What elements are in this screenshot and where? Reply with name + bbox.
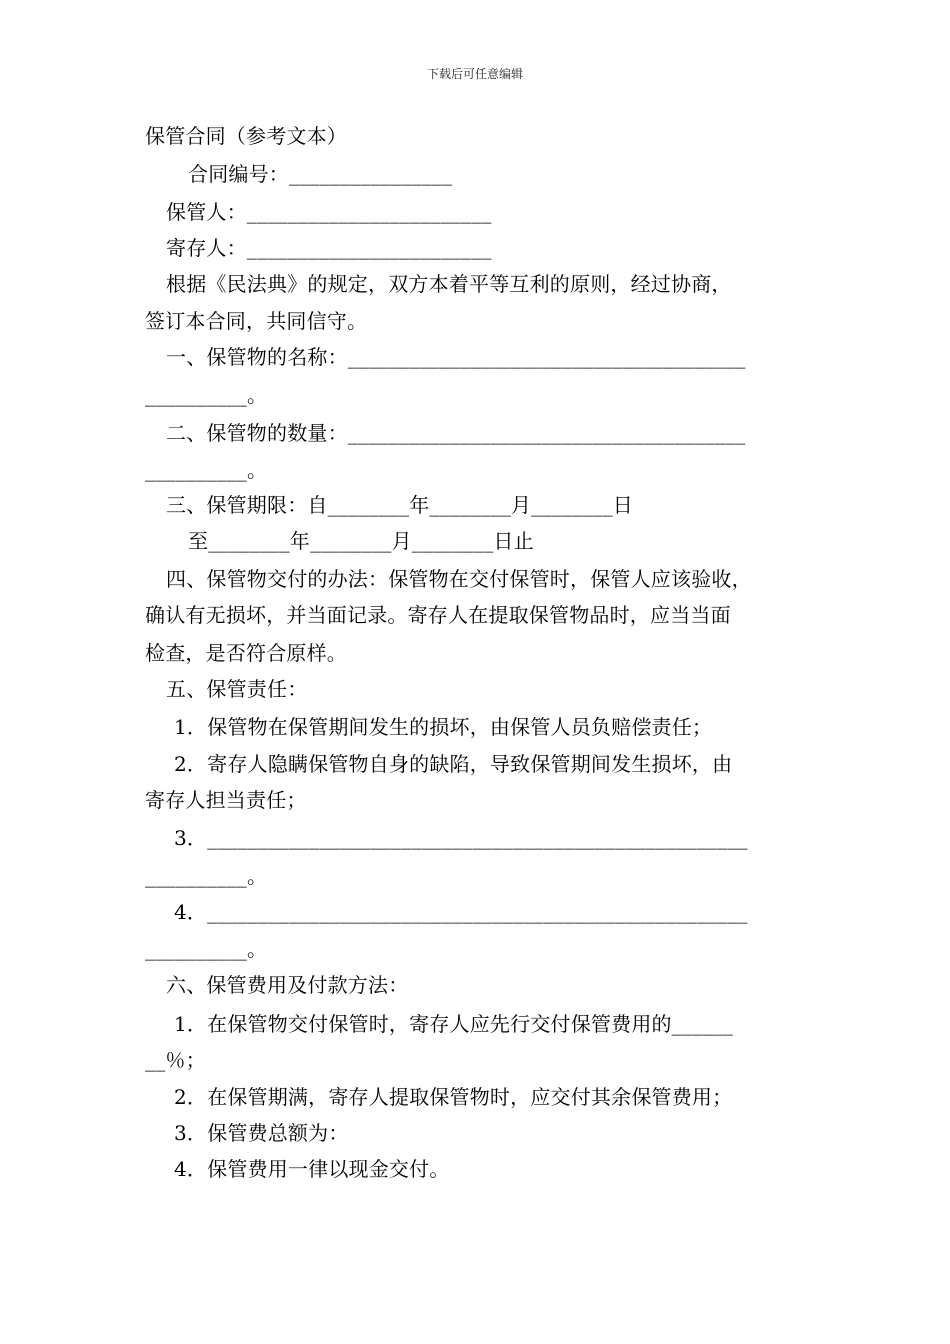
clause-2-quantity: 二、保管物的数量：_______________________________________ — [166, 421, 746, 445]
contract-number-line: 合同编号：________________ — [188, 162, 453, 186]
custodian-line: 保管人：________________________ — [166, 200, 492, 224]
clause-3-period-to: 至________年________月________日止 — [188, 529, 534, 553]
clause-5-item-4: 4．_____________________________________________________ — [174, 900, 748, 924]
contract-title: 保管合同（参考文本） — [145, 124, 347, 148]
clause-5-item-2-line-2: 寄存人担当责任； — [145, 788, 307, 812]
clause-6-heading: 六、保管费用及付款方法： — [166, 973, 409, 997]
clause-6-item-4: 4．保管费用一律以现金交付。 — [174, 1157, 450, 1181]
clause-5-item-3: 3．_____________________________________________________ — [174, 826, 748, 850]
clause-5-item-2-line-1: 2．寄存人隐瞒保管物自身的缺陷，导致保管期间发生损坏，由 — [174, 752, 733, 776]
clause-3-period-from: 三、保管期限：自________年________月________日 — [166, 493, 633, 517]
clause-4-line-3: 检查，是否符合原样。 — [145, 641, 347, 665]
depositor-line: 寄存人：________________________ — [166, 236, 492, 260]
clause-2-continuation: __________。 — [145, 458, 268, 482]
clause-5-item-4-continuation: __________。 — [145, 937, 268, 961]
header-note: 下载后可任意编辑 — [426, 67, 523, 81]
preamble-line-1: 根据《民法典》的规定，双方本着平等互利的原则，经过协商， — [166, 272, 732, 296]
clause-6-item-2: 2．在保管期满，寄存人提取保管物时，应交付其余保管费用； — [174, 1085, 733, 1109]
clause-5-item-3-continuation: __________。 — [145, 864, 268, 888]
clause-1-name: 一、保管物的名称：_______________________________________ — [166, 345, 746, 369]
clause-4-line-1: 四、保管物交付的办法：保管物在交付保管时，保管人应该验收， — [166, 567, 752, 591]
clause-1-continuation: __________。 — [145, 383, 268, 407]
clause-6-item-1-line-1: 1．在保管物交付保管时，寄存人应先行交付保管费用的______ — [174, 1012, 733, 1036]
clause-6-item-1-line-2: __％； — [145, 1048, 206, 1072]
clause-5-item-1: 1．保管物在保管期间发生的损坏，由保管人员负赔偿责任； — [174, 715, 713, 739]
clause-4-line-2: 确认有无损坏，并当面记录。寄存人在提取保管物品时，应当当面 — [145, 603, 731, 627]
clause-5-heading: 五、保管责任： — [166, 677, 308, 701]
clause-6-item-3: 3．保管费总额为： — [174, 1121, 349, 1145]
preamble-line-2: 签订本合同，共同信守。 — [145, 309, 368, 333]
